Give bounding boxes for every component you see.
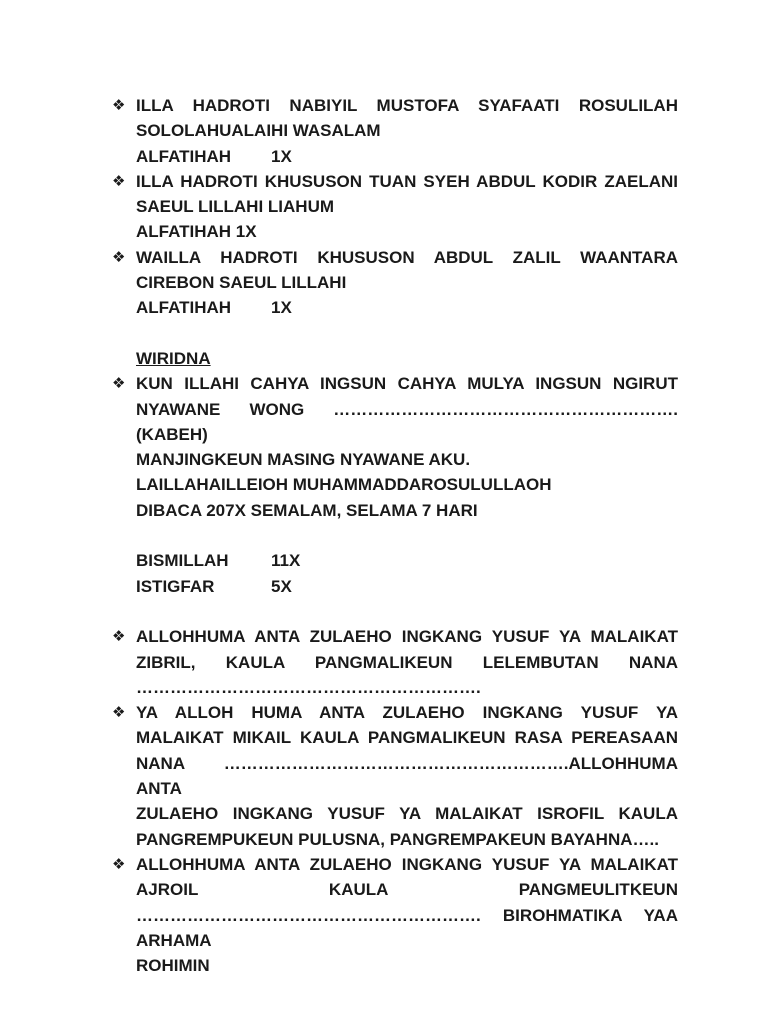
text-line: ……………………………………………………. BIROHMATIKA YAA ARHAMA [136, 905, 678, 950]
text-line: SAEUL LILLAHI LIAHUM [136, 197, 335, 217]
text-line: KUN ILLAHI CAHYA INGSUN CAHYA MULYA INGSUN NGIRUT [136, 374, 678, 394]
istigfar-label: ISTIGFAR [136, 576, 215, 596]
fatihah-row [136, 144, 678, 169]
text-line: ILLA HADROTI KHUSUSON TUAN SYEH ABDUL KODIR ZAELANI [136, 171, 678, 191]
text-line: MALAIKAT MIKAIL KAULA PANGMALIKEUN RASA PEREASAAN [136, 728, 678, 748]
text-line: NYAWANE WONG ……………………………………………………. (KABEH) [136, 399, 678, 444]
text-line: ALLOHHUMA ANTA ZULAEHO INGKANG YUSUF YA MALAIKAT [136, 627, 678, 647]
text-line: ……………………………………………………. [136, 677, 481, 697]
list-item-malaikat-zibril [112, 624, 678, 700]
istigfar-count: 5X [271, 576, 292, 596]
fatihah-count: 1X [271, 146, 292, 166]
recitation-counts [112, 548, 678, 599]
spacer [112, 523, 678, 548]
text-line: ZULAEHO INGKANG YUSUF YA MALAIKAT ISROFIL KAULA [136, 804, 678, 824]
diamond-bullet-icon: ❖ [112, 704, 126, 722]
text-line: NANA …………………………………………………….ALLOHHUMA ANTA [136, 753, 678, 799]
diamond-bullet-icon: ❖ [112, 855, 126, 873]
diamond-bullet-icon: ❖ [112, 375, 126, 393]
bismillah-label: BISMILLAH [136, 551, 229, 571]
text-line: LAILLAHAILLEIOH MUHAMMADDAROSULULLAOH [136, 475, 552, 495]
bismillah-count: 11X [271, 551, 301, 571]
fatihah-label: ALFATIHAH [136, 298, 232, 318]
text-line: ROHIMIN [136, 956, 210, 976]
text-line: SOLOLAHUALAIHI WASALAM [136, 121, 381, 141]
list-item-malaikat-ajroil [112, 852, 678, 978]
fatihah-label: ALFATIHAH [136, 146, 232, 166]
diamond-bullet-icon: ❖ [112, 248, 126, 266]
text-line: ZIBRIL, KAULA PANGMALIKEUN LELEMBUTAN NANA [136, 652, 678, 672]
text-line: CIREBON SAEUL LILLAHI [136, 273, 347, 293]
spacer [112, 321, 678, 346]
list-item-hadroti-abdul-zalil [112, 245, 678, 321]
bismillah-row [136, 548, 678, 573]
text-line: ALLOHHUMA ANTA ZULAEHO INGKANG YUSUF YA MALAIKAT [136, 854, 678, 874]
fatihah-line: ALFATIHAH 1X [136, 222, 257, 242]
diamond-bullet-icon: ❖ [112, 97, 126, 114]
fatihah-count: 1X [271, 298, 292, 318]
istigfar-row [136, 574, 678, 599]
diamond-bullet-icon: ❖ [112, 628, 126, 646]
list-item-kun-illahi [112, 371, 678, 523]
section-heading: WIRIDNA [136, 348, 211, 368]
list-item-malaikat-mikail [112, 700, 678, 852]
text-line: WAILLA HADROTI KHUSUSON ABDUL ZALIL WAANTARA [136, 247, 678, 267]
document-body [112, 93, 678, 978]
diamond-bullet-icon: ❖ [112, 172, 126, 190]
wiridna-section [112, 346, 678, 371]
text-line: YA ALLOH HUMA ANTA ZULAEHO INGKANG YUSUF YA [136, 703, 678, 723]
text-line: AJROIL KAULA PANGMEULITKEUN [136, 880, 678, 900]
text-line: MANJINGKEUN MASING NYAWANE AKU. [136, 450, 471, 470]
text-line: DIBACA 207X SEMALAM, SELAMA 7 HARI [136, 500, 478, 520]
text-line: PANGREMPUKEUN PULUSNA, PANGREMPAKEUN BAYAHNA….. [136, 829, 659, 849]
list-item-hadroti-nabiyil [112, 93, 678, 169]
spacer [112, 599, 678, 624]
text-line: ILLA HADROTI NABIYIL MUSTOFA SYAFAATI ROSULILAH [136, 96, 678, 115]
list-item-hadroti-khususon-tuan [112, 169, 678, 245]
fatihah-row [136, 295, 678, 320]
